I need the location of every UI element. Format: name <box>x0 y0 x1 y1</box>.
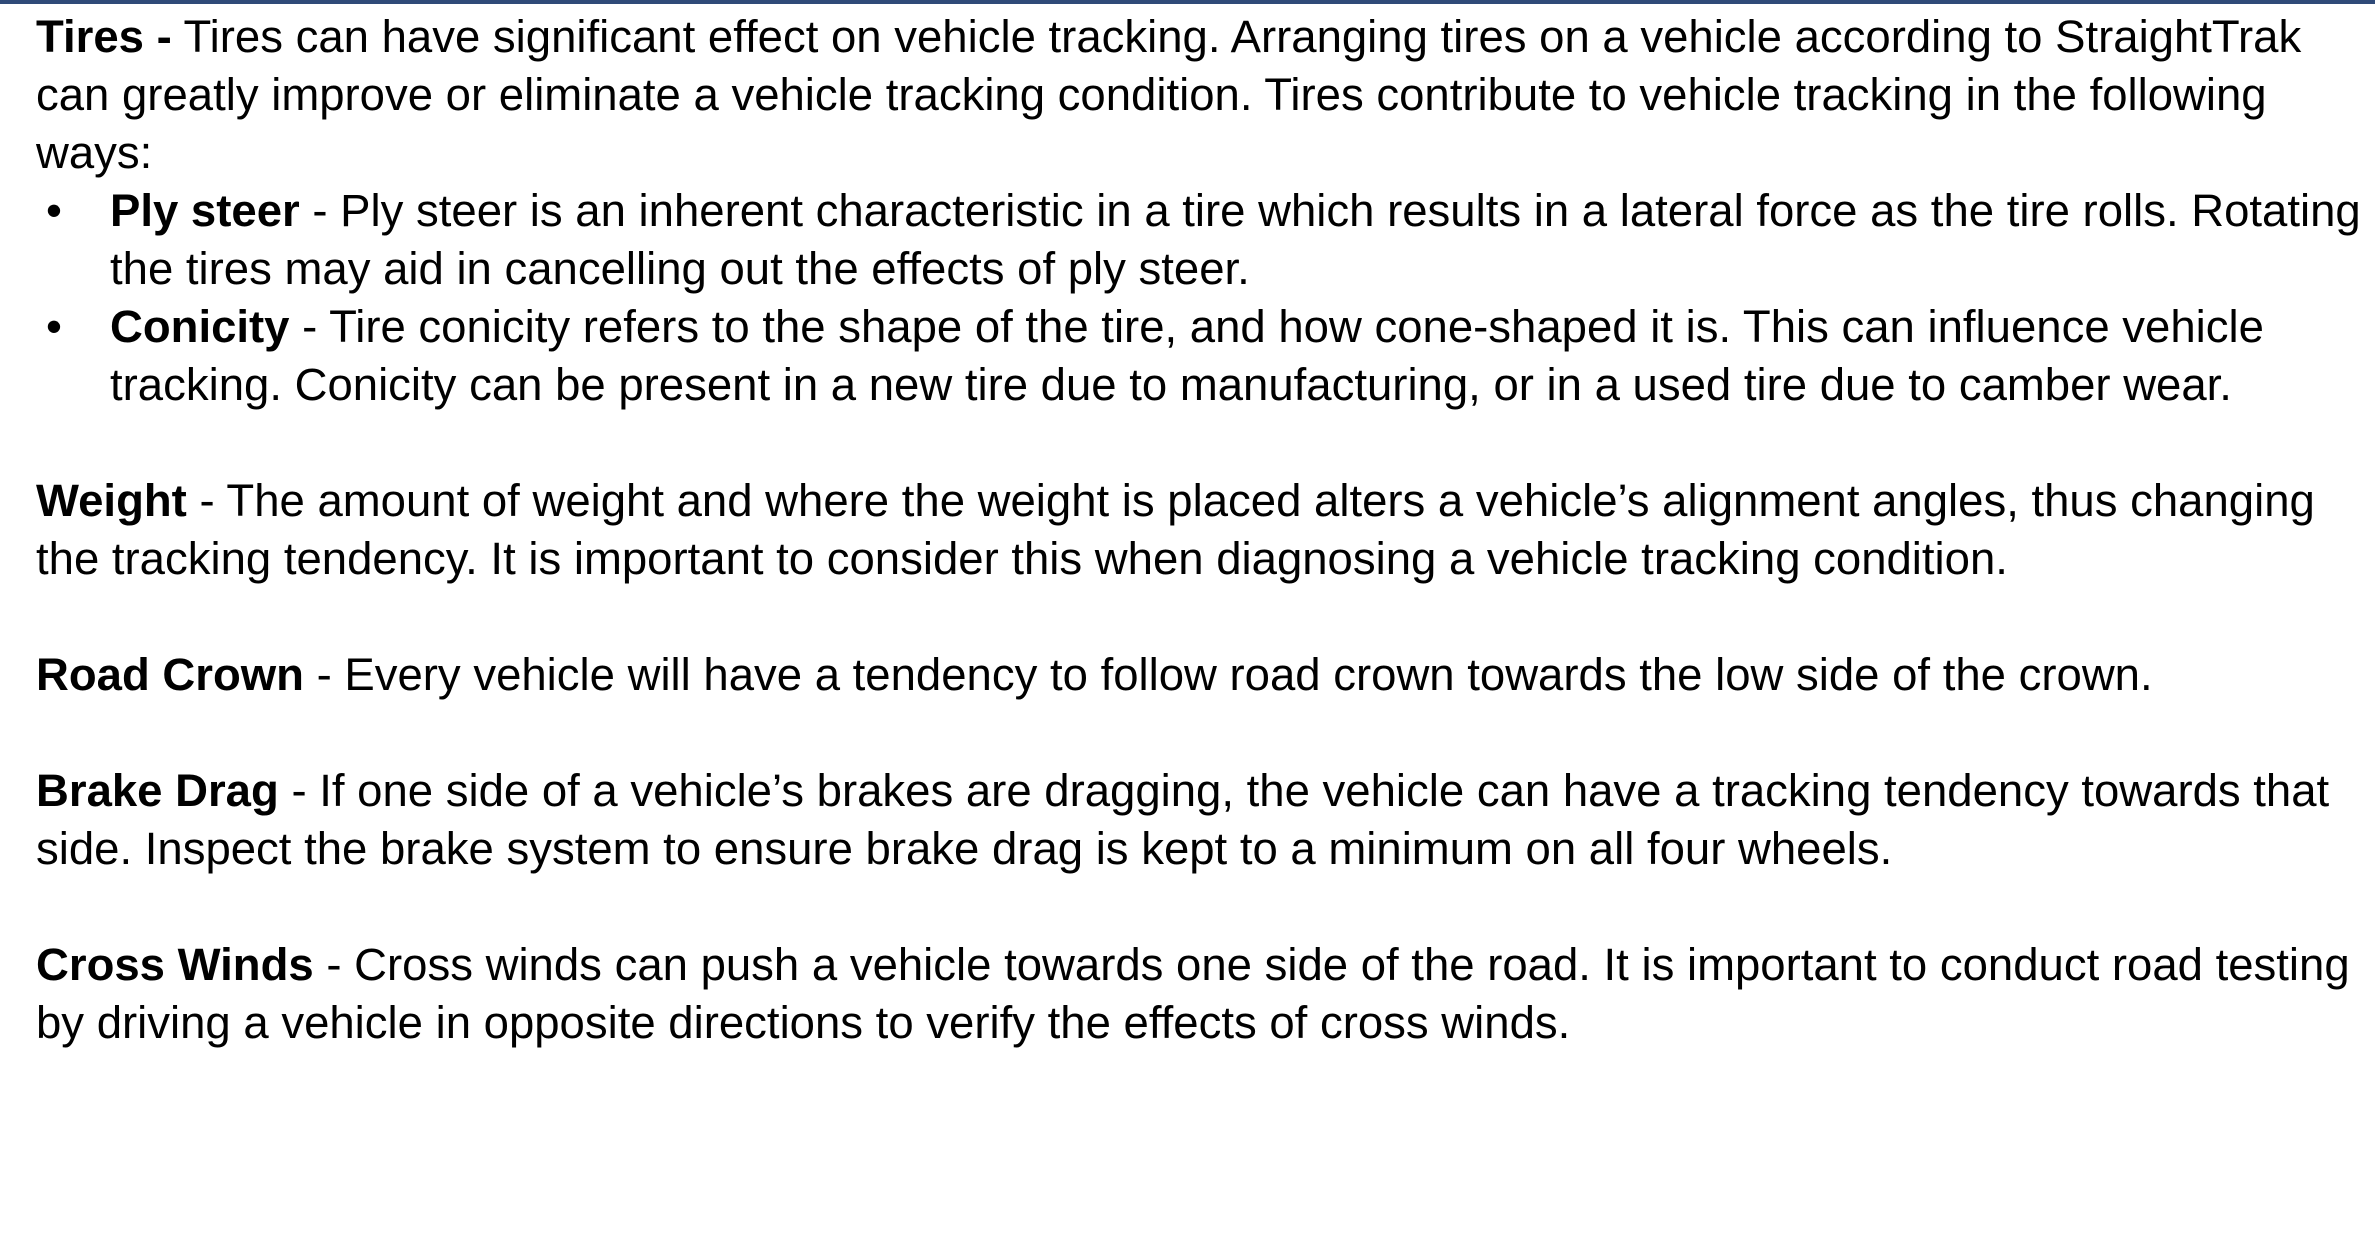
document-body <box>36 8 2366 1052</box>
top-rule <box>0 0 2375 4</box>
road-crown-paragraph <box>36 646 2366 704</box>
spacer <box>36 588 2366 646</box>
weight-term: Weight <box>36 475 187 526</box>
tires-paragraph <box>36 8 2366 182</box>
bullet-icon: • <box>46 185 62 236</box>
tire-factor-list <box>36 182 2366 414</box>
conicity-text: - Tire conicity refers to the shape of the tire, and how cone-shaped it is. This can influence vehicle tracking. Conicity can be present in a new tire due to manufacturing, or in a used tire due to camber wear. <box>110 301 2264 410</box>
brake-drag-term: Brake Drag <box>36 765 279 816</box>
spacer <box>36 704 2366 762</box>
road-crown-text: - Every vehicle will have a tendency to follow road crown towards the low side of the crown. <box>303 649 2153 700</box>
road-crown-term: Road Crown <box>36 649 304 700</box>
tires-text: Tires can have significant effect on vehicle tracking. Arranging tires on a vehicle according to StraightTrak can greatly improve or eliminate a vehicle tracking condition. Tires contribute to vehicle tracking in the following ways: <box>36 11 2302 178</box>
list-item-ply-steer <box>36 182 2366 298</box>
weight-paragraph <box>36 472 2366 588</box>
tires-term: Tires - <box>36 11 172 62</box>
cross-winds-term: Cross Winds <box>36 939 314 990</box>
cross-winds-text: - Cross winds can push a vehicle towards one side of the road. It is important to conduct road testing by driving a vehicle in opposite directions to verify the effects of cross winds. <box>36 939 2350 1048</box>
brake-drag-paragraph <box>36 762 2366 878</box>
weight-text: - The amount of weight and where the weight is placed alters a vehicle’s alignment angles, thus changing the tracking tendency. It is important to consider this when diagnosing a vehicle tracking condition. <box>36 475 2315 584</box>
brake-drag-text: - If one side of a vehicle’s brakes are dragging, the vehicle can have a tracking tendency towards that side. Inspect the brake system to ensure brake drag is kept to a minimum on all four wheels. <box>36 765 2330 874</box>
ply-steer-term: Ply steer <box>110 185 300 236</box>
spacer <box>36 414 2366 472</box>
spacer <box>36 878 2366 936</box>
list-item-conicity <box>36 298 2366 414</box>
conicity-term: Conicity <box>110 301 290 352</box>
bullet-icon: • <box>46 301 62 352</box>
ply-steer-text: - Ply steer is an inherent characteristic in a tire which results in a lateral force as the tire rolls. Rotating the tires may aid in cancelling out the effects of ply steer. <box>110 185 2361 294</box>
cross-winds-paragraph <box>36 936 2366 1052</box>
